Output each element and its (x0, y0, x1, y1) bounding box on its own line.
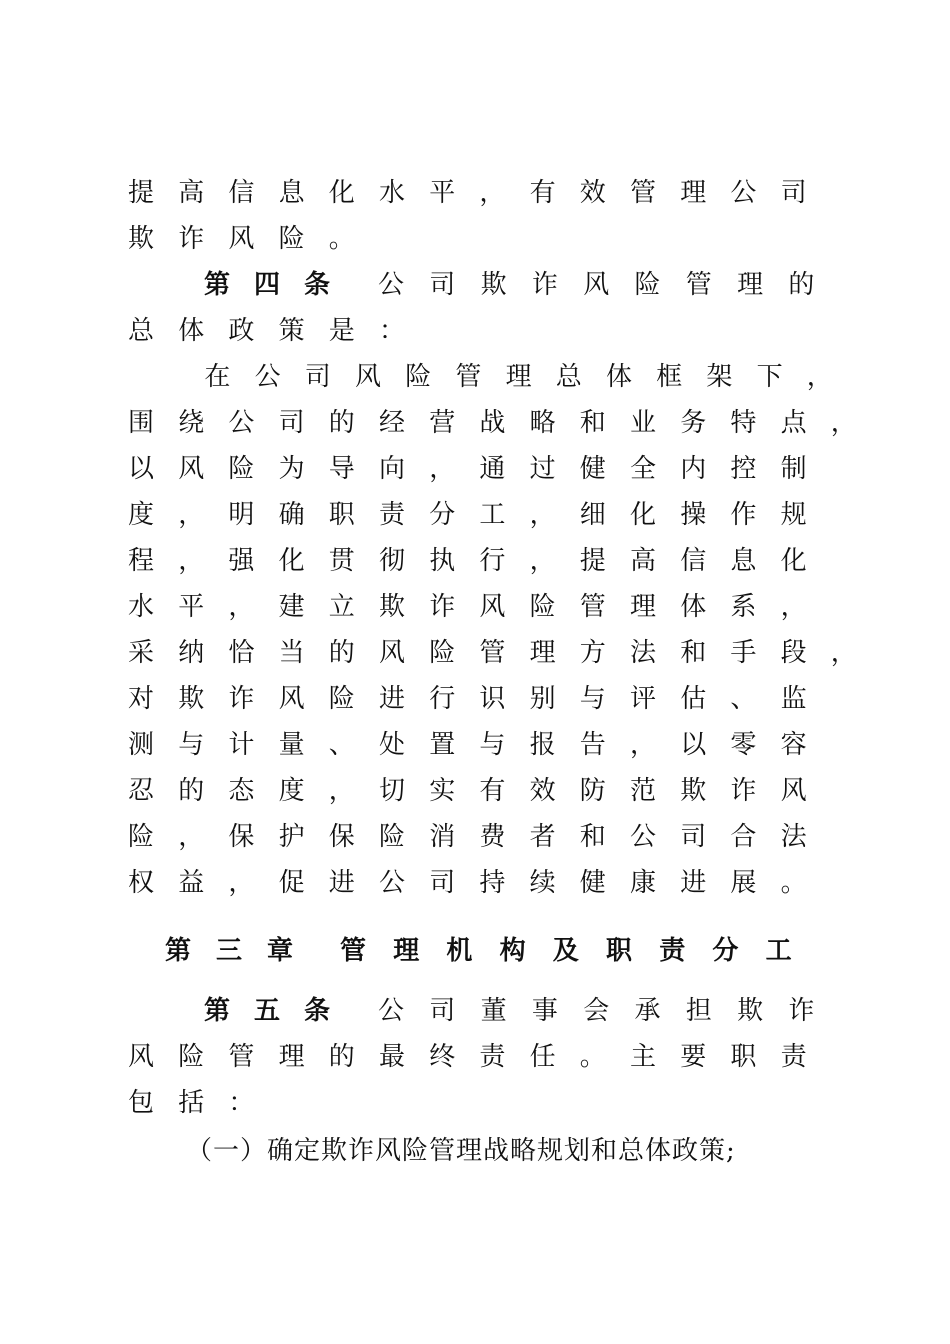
char: 略 (529, 408, 556, 438)
char: ， (479, 178, 506, 208)
char: 估 (680, 684, 707, 714)
char: 贯 (328, 546, 355, 576)
char: 防 (579, 776, 606, 806)
paragraph-line (0, 316, 950, 362)
char: 理 (680, 178, 707, 208)
char: 体 (178, 316, 205, 346)
char: 险 (328, 684, 355, 714)
char: 行 (479, 546, 506, 576)
char: 量 (278, 730, 305, 760)
char: 权 (128, 868, 155, 898)
char: 诈 (429, 592, 456, 622)
paragraph-line (0, 868, 950, 914)
char: 保 (328, 822, 355, 852)
char: 彻 (379, 546, 406, 576)
char: 。 (780, 868, 807, 898)
paragraph-line (0, 546, 950, 592)
char: 欺 (737, 996, 764, 1026)
char: 别 (529, 684, 556, 714)
char: 的 (788, 270, 815, 300)
char: 采 (128, 638, 155, 668)
char: 风 (178, 454, 205, 484)
char: 会 (583, 996, 610, 1026)
char: 司 (429, 996, 456, 1026)
char: 下 (756, 362, 783, 392)
char: 务 (680, 408, 707, 438)
char: 确 (278, 500, 305, 530)
char: 险 (529, 592, 556, 622)
char: 主 (630, 1042, 657, 1072)
paragraph-line (0, 638, 950, 684)
char: 职 (328, 500, 355, 530)
char: 诈 (531, 270, 558, 300)
char: 益 (178, 868, 205, 898)
char: 险 (634, 270, 661, 300)
char: 化 (278, 546, 305, 576)
char: 欺 (680, 776, 707, 806)
char: 管 (579, 592, 606, 622)
char: 实 (429, 776, 456, 806)
char: 构 (499, 936, 526, 966)
article-line (0, 996, 950, 1042)
char: 条 (304, 270, 331, 300)
char: 司 (278, 408, 305, 438)
paragraph-line (0, 592, 950, 638)
char: 信 (680, 546, 707, 576)
char: 化 (328, 178, 355, 208)
char: 。 (328, 224, 355, 254)
char: 效 (579, 178, 606, 208)
char: 在 (204, 362, 231, 392)
char: ， (429, 454, 456, 484)
char: 和 (680, 638, 707, 668)
char: 公 (730, 178, 757, 208)
char: 总 (555, 362, 582, 392)
char: 水 (379, 178, 406, 208)
char: 任 (529, 1042, 556, 1072)
char: ， (529, 546, 556, 576)
char: 续 (529, 868, 556, 898)
char: 者 (529, 822, 556, 852)
char: 工 (479, 500, 506, 530)
char: 范 (630, 776, 657, 806)
char: 括 (178, 1088, 205, 1118)
char: 是 (328, 316, 355, 346)
char: 护 (278, 822, 305, 852)
char: 健 (579, 454, 606, 484)
char: 的 (328, 638, 355, 668)
char: ， (228, 868, 255, 898)
char: 风 (228, 224, 255, 254)
char: 政 (228, 316, 255, 346)
char: 化 (630, 500, 657, 530)
char: 监 (780, 684, 807, 714)
char: 司 (780, 178, 807, 208)
char: 对 (128, 684, 155, 714)
char: 作 (730, 500, 757, 530)
char: 公 (630, 822, 657, 852)
char: 与 (178, 730, 205, 760)
char: ： (379, 316, 406, 346)
char: 高 (178, 178, 205, 208)
char: 管 (479, 638, 506, 668)
char: 理 (505, 362, 532, 392)
char: 展 (730, 868, 757, 898)
char: 水 (128, 592, 155, 622)
char: ： (228, 1088, 255, 1118)
char: 态 (228, 776, 255, 806)
char: 公 (378, 270, 405, 300)
char: 险 (228, 454, 255, 484)
char: 司 (429, 270, 456, 300)
char: 策 (278, 316, 305, 346)
char: 诈 (788, 996, 815, 1026)
char: 五 (254, 996, 281, 1026)
char: 费 (479, 822, 506, 852)
char: 欺 (178, 684, 205, 714)
char: 操 (680, 500, 707, 530)
char: 过 (529, 454, 556, 484)
char: 息 (730, 546, 757, 576)
char: 为 (278, 454, 305, 484)
char: 公 (379, 868, 406, 898)
char: 提 (128, 178, 155, 208)
char: 责 (780, 1042, 807, 1072)
char: 的 (178, 776, 205, 806)
char: 管 (340, 936, 367, 966)
char: 欺 (480, 270, 507, 300)
char: 管 (228, 1042, 255, 1072)
char: 与 (579, 684, 606, 714)
char: 向 (379, 454, 406, 484)
char: ， (630, 730, 657, 760)
paragraph-line (0, 776, 950, 822)
char: 法 (780, 822, 807, 852)
char: 理 (278, 1042, 305, 1072)
paragraph-line (0, 1088, 950, 1134)
char: 险 (429, 638, 456, 668)
char: 效 (529, 776, 556, 806)
char: 风 (278, 684, 305, 714)
char: 险 (178, 1042, 205, 1072)
char: ， (830, 638, 857, 668)
char: 以 (128, 454, 155, 484)
char: 有 (479, 776, 506, 806)
char: 息 (278, 178, 305, 208)
char: 段 (780, 638, 807, 668)
char: 通 (479, 454, 506, 484)
char: 强 (228, 546, 255, 576)
char: 风 (583, 270, 610, 300)
char: 公 (254, 362, 281, 392)
char: 围 (128, 408, 155, 438)
char: 经 (379, 408, 406, 438)
char: 特 (730, 408, 757, 438)
char: 四 (254, 270, 281, 300)
paragraph-line (0, 1042, 950, 1088)
char: 风 (128, 1042, 155, 1072)
char: 容 (780, 730, 807, 760)
char: 导 (328, 454, 355, 484)
char: 职 (606, 936, 633, 966)
char: 第 (165, 936, 192, 966)
char: 点 (780, 408, 807, 438)
char: 管 (630, 178, 657, 208)
char: 提 (579, 546, 606, 576)
char: 包 (128, 1088, 155, 1118)
char: 框 (656, 362, 683, 392)
char: 承 (634, 996, 661, 1026)
char: 管 (455, 362, 482, 392)
paragraph-line (0, 454, 950, 500)
char: 处 (379, 730, 406, 760)
paragraph-line (0, 224, 950, 270)
char: 风 (479, 592, 506, 622)
char: 明 (228, 500, 255, 530)
char: 度 (128, 500, 155, 530)
char: 健 (579, 868, 606, 898)
char: 切 (379, 776, 406, 806)
char: 担 (685, 996, 712, 1026)
char: 系 (730, 592, 757, 622)
paragraph-line (0, 822, 950, 868)
char: 平 (178, 592, 205, 622)
char: ， (228, 592, 255, 622)
char: ， (178, 546, 205, 576)
char: 控 (730, 454, 757, 484)
char: 持 (479, 868, 506, 898)
char: 以 (680, 730, 707, 760)
char: 信 (228, 178, 255, 208)
char: 当 (278, 638, 305, 668)
char: 内 (680, 454, 707, 484)
char: 进 (680, 868, 707, 898)
char: 第 (204, 996, 231, 1026)
char: ， (529, 500, 556, 530)
char: ， (806, 362, 833, 392)
char: 架 (706, 362, 733, 392)
char: ， (328, 776, 355, 806)
char: 责 (379, 500, 406, 530)
char: 分 (712, 936, 739, 966)
char: 险 (379, 822, 406, 852)
char: 章 (267, 936, 294, 966)
char: 总 (128, 316, 155, 346)
char: 三 (216, 936, 243, 966)
char: 机 (446, 936, 473, 966)
char: 的 (328, 408, 355, 438)
char: 职 (730, 1042, 757, 1072)
char: 战 (479, 408, 506, 438)
char: 报 (529, 730, 556, 760)
char: 评 (630, 684, 657, 714)
char: 事 (531, 996, 558, 1026)
char: 董 (480, 996, 507, 1026)
char: 置 (429, 730, 456, 760)
char: 纳 (178, 638, 205, 668)
char: 体 (680, 592, 707, 622)
char: 识 (479, 684, 506, 714)
char: 促 (278, 868, 305, 898)
char: 方 (579, 638, 606, 668)
char: 诈 (730, 776, 757, 806)
char: 险 (405, 362, 432, 392)
char: 管 (685, 270, 712, 300)
list-item-line (0, 1136, 950, 1182)
char: 险 (278, 224, 305, 254)
char: 责 (659, 936, 686, 966)
char: 程 (128, 546, 155, 576)
char: 消 (429, 822, 456, 852)
char: 欺 (379, 592, 406, 622)
char: 工 (765, 936, 792, 966)
char: ， (178, 500, 205, 530)
list-item-text: （一）确定欺诈风险管理战略规划和总体政策; (186, 1136, 736, 1166)
char: 诈 (178, 224, 205, 254)
paragraph-line (0, 500, 950, 546)
char: 要 (680, 1042, 707, 1072)
char: 与 (479, 730, 506, 760)
char: 细 (579, 500, 606, 530)
char: 理 (737, 270, 764, 300)
char: 条 (304, 996, 331, 1026)
char: 责 (479, 1042, 506, 1072)
char: 测 (128, 730, 155, 760)
char: 平 (429, 178, 456, 208)
char: 全 (630, 454, 657, 484)
char: ， (780, 592, 807, 622)
char: 规 (780, 500, 807, 530)
char: 的 (328, 1042, 355, 1072)
char: 有 (529, 178, 556, 208)
char: 终 (429, 1042, 456, 1072)
char: 高 (630, 546, 657, 576)
char: 零 (730, 730, 757, 760)
char: 司 (304, 362, 331, 392)
paragraph-line (0, 362, 950, 408)
char: 行 (429, 684, 456, 714)
char: 欺 (128, 224, 155, 254)
char: 诈 (228, 684, 255, 714)
char: 公 (228, 408, 255, 438)
char: 和 (579, 408, 606, 438)
char: 、 (730, 684, 757, 714)
char: 公 (378, 996, 405, 1026)
char: 康 (630, 868, 657, 898)
char: 分 (429, 500, 456, 530)
char: 保 (228, 822, 255, 852)
char: 法 (630, 638, 657, 668)
paragraph-line (0, 730, 950, 776)
char: 建 (278, 592, 305, 622)
chapter-heading (0, 936, 950, 982)
char: 化 (780, 546, 807, 576)
char: 恰 (228, 638, 255, 668)
char: 告 (579, 730, 606, 760)
char: 。 (579, 1042, 606, 1072)
char: ， (178, 822, 205, 852)
char: 制 (780, 454, 807, 484)
char: 进 (379, 684, 406, 714)
char: 合 (730, 822, 757, 852)
char: 绕 (178, 408, 205, 438)
char: 计 (228, 730, 255, 760)
char: 司 (680, 822, 707, 852)
char: 度 (278, 776, 305, 806)
char: 风 (355, 362, 382, 392)
char: 最 (379, 1042, 406, 1072)
char: 执 (429, 546, 456, 576)
char: ， (830, 408, 857, 438)
char: 业 (630, 408, 657, 438)
char: 营 (429, 408, 456, 438)
char: 理 (630, 592, 657, 622)
paragraph-line (0, 178, 950, 224)
char: 及 (552, 936, 579, 966)
char: 司 (429, 868, 456, 898)
char: 和 (579, 822, 606, 852)
char: 立 (328, 592, 355, 622)
char: 进 (328, 868, 355, 898)
char: 理 (529, 638, 556, 668)
char: 险 (128, 822, 155, 852)
char: 风 (780, 776, 807, 806)
paragraph-line (0, 408, 950, 454)
char: 忍 (128, 776, 155, 806)
char: 手 (730, 638, 757, 668)
char: 、 (328, 730, 355, 760)
char: 理 (393, 936, 420, 966)
char: 风 (379, 638, 406, 668)
char: 体 (606, 362, 633, 392)
paragraph-line (0, 684, 950, 730)
article-line (0, 270, 950, 316)
char: 第 (204, 270, 231, 300)
